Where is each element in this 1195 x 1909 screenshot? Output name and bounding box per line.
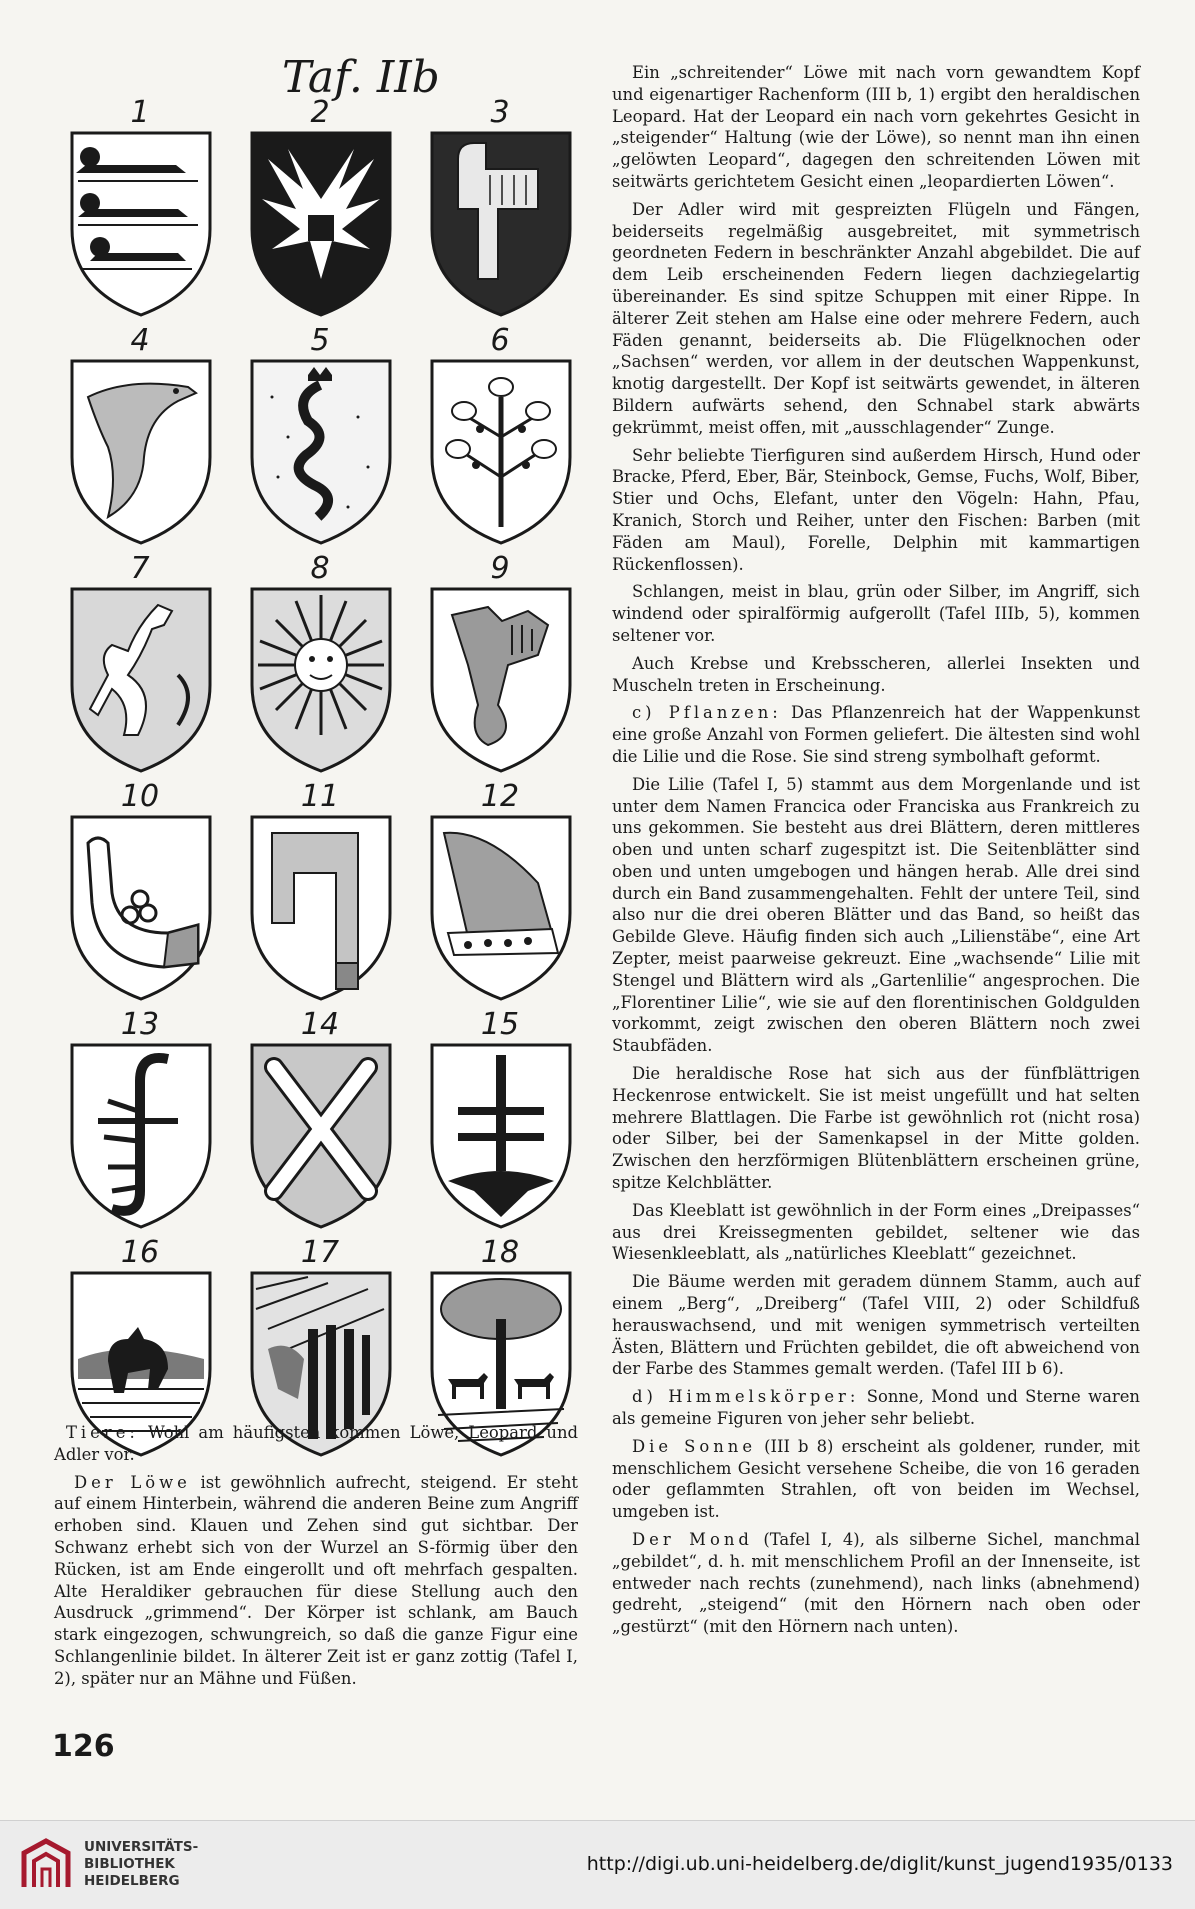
shield-number: 4 (130, 323, 150, 358)
shield-number: 15 (480, 1007, 520, 1042)
shield-cell-14 (230, 1007, 410, 1235)
plate-title: Taf. IIb (282, 52, 440, 103)
section-label: d) Himmelskörper: (632, 1387, 860, 1407)
shield-cell-5 (230, 323, 410, 551)
paragraph: Das Kleeblatt ist gewöhnlich in der Form eines „Dreipasses“ aus drei Kreissegmenten gebildet, seltener wie das Wiesenkleeblatt, als „natürliches Kleeblatt“ gezeichnet. (612, 1200, 1140, 1264)
left-text-column (54, 1422, 578, 1696)
shield-number: 8 (310, 551, 330, 586)
hunting-horn-icon (68, 813, 214, 1003)
paragraph-himmel (612, 1386, 1140, 1430)
paragraph-sonne (612, 1436, 1140, 1523)
sun-face-icon (248, 585, 394, 775)
paragraph: Der Adler wird mit gespreizten Flügeln und Fängen, beiderseits regelmäßig ausgebreitet, mit symmetrisch geordneten Federn in beschränkter Anzahl abgebildet. Die auf dem Leib erscheinenden Federn liegen dachziegelartig übereinander. Es sind spitze Schuppen mit einer Rippe. In älterer Zeit stehen am Halse eine oder mehrere Federn, auch Fäden genannt, beiderseits ab. Die Flügelknochen oder „Sachsen“ werden, vor allem in der deutschen Wappenkunst, knotig dargestellt. Der Kopf ist seitwärts gewendet, in älteren Bildern aufwärts sehend, den Schnabel stark abwärts gekrümmt, meist offen, mit „ausschlagender“ Zunge. (612, 199, 1140, 437)
shield-number: 1 (130, 95, 150, 130)
saltire-cross-icon (248, 1041, 394, 1231)
shield-number: 17 (300, 1235, 340, 1270)
shield-number: 12 (480, 779, 520, 814)
library-name-line: UNIVERSITÄTS- (84, 1839, 199, 1855)
section-label: c) Pflanzen: (632, 703, 782, 723)
shield-number: 2 (310, 95, 330, 130)
term-label: Der Mond (632, 1530, 753, 1549)
crowned-serpent-icon (248, 357, 394, 547)
eagle-wings-icon (248, 129, 394, 319)
paragraph-text: (III b 8) erscheint als goldener, runder, mit menschlichem Gesicht versehene Scheibe, die von 16 geraden oder geflammten Strahlen, oft von beiden im Wechsel, umgeben ist. (612, 1436, 1140, 1522)
shield-cell-6 (410, 323, 590, 551)
library-name[interactable] (84, 1839, 198, 1890)
shield-number: 7 (130, 551, 150, 586)
paragraph-text: Sonne, Mond und Sterne waren als gemeine Figuren von jeher sehr beliebt. (612, 1387, 1140, 1429)
paragraph: Die Bäume werden mit geradem dünnem Stamm, auch auf einem „Berg“, „Dreiberg“ (Tafel VIII, 2) oder Schildfuß herauswachsend, und mit wenigen symmetrisch verteilten Ästen, Blättern und Früchten gebildet, die oft abweichend von der Farbe des Stammes gemalt werden. (Tafel III b 6). (612, 1272, 1140, 1379)
shield-cell-13 (50, 1007, 230, 1235)
paragraph: Auch Krebse und Krebsscheren, allerlei Insekten und Muscheln treten in Erscheinung. (612, 653, 1140, 695)
tower-icon (248, 813, 394, 1003)
term-label: Die Sonne (632, 1436, 757, 1456)
shield-number: 6 (490, 323, 510, 358)
shield-cell-8 (230, 551, 410, 779)
paragraph-text: ist gewöhnlich aufrecht, steigend. Er steht auf einem Hinterbein, während die anderen Beine zum Angriff erhoben sind. Klauen und Zehen sind gut sichtbar. Der Schwanz erhebt sich von der Wurzel an S-förmig über den Rücken, ist am Ende eingerollt und oft mehrfach gespalten. Alte Heraldiker gebrauchen für diese Stellung auch den Ausdruck „grimmend“. Der Körper ist schlank, am Bauch stark eingezogen, schwungreich, so daß die ganze Figur eine Schlangenlinie bildet. In älterer Zeit ist er ganz zottig (Tafel I, 2), später nur an Mähne und Füßen. (54, 1472, 578, 1688)
library-name-line: BIBLIOTHEK (84, 1856, 175, 1872)
shield-number: 3 (490, 95, 510, 130)
section-label: Tiere: (66, 1423, 139, 1442)
paragraph: Schlangen, meist in blau, grün oder Silber, im Angriff, sich windend oder spiralförmig aufgerollt (Tafel IIIb, 5), kommen seltener vor. (612, 582, 1140, 645)
term-label: Der Löwe (74, 1472, 191, 1492)
library-name-line: HEIDELBERG (84, 1873, 180, 1889)
paragraph-pflanzen (612, 702, 1140, 767)
paragraph-mond (612, 1529, 1140, 1638)
shield-cell-12 (410, 779, 590, 1007)
library-logo-icon[interactable] (18, 1837, 74, 1893)
arm-sleeve-icon (428, 129, 574, 319)
paragraph: Die heraldische Rose hat sich aus der fünfblättrigen Heckenrose entwickelt. Sie ist meist ungefüllt und hat selten mehrere Blattlagen. Die Farbe ist gewöhnlich rot (nicht rosa) oder Silber, bei der Samenkapsel in der Mitte golden. Zwischen den herzförmigen Blütenblättern erscheinen grüne, spitze Kelchblätter. (612, 1064, 1140, 1193)
paragraph-text: (Tafel I, 4), als silberne Sichel, manchmal „gebildet“, d. h. mit menschlichem Profil an der Innenseite, ist entweder nach rechts (zunehmend), nach links (abnehmend) gedreht, „steigend“ (mit den Hörnern nach oben oder „gestürzt“ (mit den Hörnern nach unten). (612, 1530, 1140, 1637)
shield-number: 16 (120, 1235, 160, 1270)
footer-bar (0, 1820, 1195, 1909)
shield-number: 13 (120, 1007, 160, 1042)
paragraph: Ein „schreitender“ Löwe mit nach vorn gewandtem Kopf und eigenartiger Rachenform (III b, 1) ergibt den heraldischen Leopard. Hat der Leopard ein nach vorn gekehrtes Gesicht in „steigender“ Haltung (wie der Löwe), so nennt man ihn einen „gelöwten Leopard“, dagegen den schreitenden Löwen mit seitwärts gerichtetem Gesicht einen „leopardierten Löwen“. (612, 63, 1140, 191)
shield-cell-11 (230, 779, 410, 1007)
shield-cell-1 (50, 95, 230, 323)
paragraph: Die Lilie (Tafel I, 5) stammt aus dem Morgenlande und ist unter dem Namen Francica oder Franciska aus Frankreich zu uns gekommen. Sie besteht aus drei Blättern, deren mittleres oben und unten scharf zugespitzt ist. Die Seitenblätter sind oben und unten umgebogen und hängen herab. Alle drei sind durch ein Band zusammengehalten. Fehlt der untere Teil, sind also nur die drei oberen Blätter und das Band, so heißt das Gebilde Gleve. Häufig finden sich auch „Lilienstäbe“, eine Art Zepter, meist paarweise gekreuzt. Eine „wachsende“ Lilie mit Stengel und Blättern wird als „Gartenlilie“ angesprochen. Die „Florentiner Lilie“, wie sie auf den florentinischen Goldgulden vorkommt, zeigt zwischen den oberen Blättern noch zwei Staubfäden. (612, 774, 1140, 1056)
shield-cell-3 (410, 95, 590, 323)
patriarchal-cross-icon (428, 1041, 574, 1231)
shield-cell-4 (50, 323, 230, 551)
shield-cell-15 (410, 1007, 590, 1235)
dragon-icon (428, 585, 574, 775)
three-leopards-icon (68, 129, 214, 319)
shield-number: 18 (480, 1235, 520, 1270)
shield-cell-9 (410, 551, 590, 779)
paragraph-text: Wohl am häufigsten kommen Löwe, Leopard und Adler vor. (54, 1423, 578, 1464)
right-text-column (612, 62, 1140, 1644)
shield-cell-2 (230, 95, 410, 323)
shield-cell-10 (50, 779, 230, 1007)
paragraph-loewe (54, 1472, 578, 1690)
shield-number: 14 (300, 1007, 340, 1042)
shield-plate (50, 95, 590, 1470)
oak-tree-icon (428, 357, 574, 547)
page-number: 126 (52, 1729, 115, 1764)
paragraph: Sehr beliebte Tierfiguren sind außerdem Hirsch, Hund oder Bracke, Pferd, Eber, Bär, Steinbock, Gemse, Fuchs, Wolf, Biber, Stier und Ochs, Elefant, unter den Vögeln: Hahn, Pfau, Kranich, Storch und Reiher, unter den Fischen: Barben (mit Fäden am Maul), Forelle, Delphin mit kammartigen Rückenflossen). (612, 445, 1140, 574)
fish-icon (68, 357, 214, 547)
shield-cell-7 (50, 551, 230, 779)
shield-number: 10 (120, 779, 160, 814)
mountain-icon (428, 813, 574, 1003)
paragraph-text: Das Pflanzenreich hat der Wappenkunst eine große Anzahl von Formen geliefert. Die ältesten sind wohl die Lilie und die Rose. Sie sind streng symbolhaft geformt. (612, 703, 1140, 766)
shield-number: 11 (300, 779, 340, 814)
paragraph-tiere (54, 1422, 578, 1466)
shield-number: 9 (490, 551, 510, 586)
rampant-wolf-icon (68, 585, 214, 775)
source-url-link[interactable]: http://digi.ub.uni-heidelberg.de/diglit/kunst_jugend1935/0133 (586, 1853, 1173, 1875)
monogram-icon (68, 1041, 214, 1231)
shield-number: 5 (310, 323, 330, 358)
